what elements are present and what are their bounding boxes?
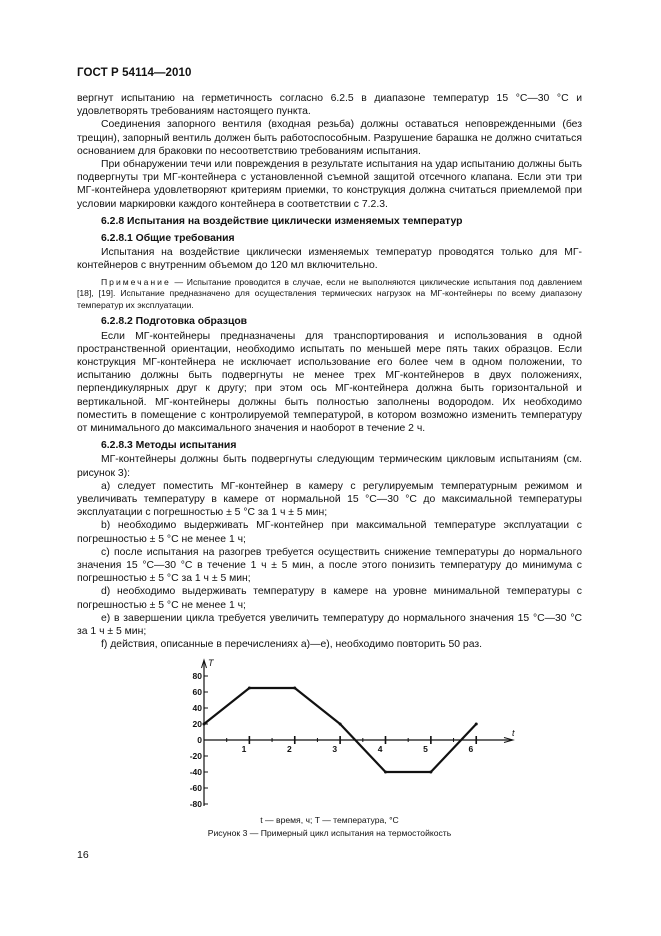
data-point (248, 687, 251, 690)
temperature-cycle-chart (190, 648, 520, 820)
paragraph: Испытания на воздействие циклически изменяемых температур проводятся только для МГ-контейнеров с внутренним объемом до 120 мл включительно. (77, 247, 582, 272)
paragraph: При обнаружении течи или повреждения в результате испытания на удар испытанию должны быть подвергнуты три МГ-контейнера с установленной съемной защитой отсечного клапана. Если эти три МГ-контейнера удовлетворяют критериям приемки, то конструкция должна считаться приемлемой при условии маркировки каждого контейнера в соответствии с 7.2.3. (77, 159, 582, 210)
paragraph: вергнут испытанию на герметичность согласно 6.2.5 в диапазоне температур 15 °С—30 °С и удовлетворять требованиям настоящего пункта. (77, 93, 582, 118)
document-body (77, 92, 582, 652)
y-tick-label: 60 (192, 687, 202, 697)
subsection-heading: 6.2.8.3 Методы испытания (101, 440, 237, 452)
note-text: — Испытание проводится в случае, если не выполняются циклические испытания под давлением [18], [19]. Испытание предназначено для осуществления термических нагрузок на МГ-контейнеры по всему диапазону температур их эксплуатации. (77, 276, 582, 310)
y-tick-label: -80 (190, 799, 202, 809)
page-number: 16 (77, 849, 89, 861)
note (77, 277, 582, 312)
data-point (475, 723, 478, 726)
x-tick-label: 3 (332, 744, 338, 754)
temperature-series-line (204, 688, 476, 772)
y-tick-label: -40 (190, 767, 202, 777)
list-item: d) необходимо выдерживать температуру в камере на уровне минимальной температуры с погрешностью ± 5 °С не менее 1 ч; (77, 586, 582, 611)
list-item: а) следует поместить МГ-контейнер в камеру с регулируемым температурным режимом и увеличивать температуру в камере от нормальной 15 °С—30 °С до максимальной температуры эксплуатации с погрешностью ± 5 °С за 1 ч ± 5 мин; (77, 480, 582, 519)
x-tick-label: 2 (287, 744, 292, 754)
figure-3 (190, 648, 520, 820)
x-tick-label: 6 (468, 744, 474, 754)
data-point (339, 723, 342, 726)
data-point (384, 771, 387, 774)
list-item: b) необходимо выдерживать МГ-контейнер при максимальной температуре эксплуатации с погрешностью ± 5 °С не менее 1 ч; (77, 520, 582, 545)
y-tick-label: 40 (192, 703, 202, 713)
paragraph: Соединения запорного вентиля (входная резьба) должны оставаться неповрежденными (без трещин), запорный вентиль должен быть работоспособным. Разрушение барашка не должно считаться основанием для браковки по несоответствию требованиям испытания. (77, 119, 582, 157)
paragraph: Если МГ-контейнеры предназначены для транспортирования и использования в одной пространственной ориентации, необходимо испытать по меньшей мере пять таких образцов. Если конструкция МГ-контейнера не исключает использование его более чем в одном положении, то испытанию должны быть подвергнуты не менее трех МГ-контейнеров в двух положениях, перпендикулярных друг к другу; при этом ось МГ-контейнера должна быть горизонтальной и вертикальной. МГ-контейнеры должны быть полностью заполнены водородом. Их необходимо поместить в помещение с контролируемой температурой, в котором возможно изменить температуру от минимального до максимального значения и наоборот в течение 2 ч. (77, 330, 582, 435)
y-axis-label: T (208, 658, 214, 668)
data-point (203, 723, 206, 726)
x-tick-label: 4 (377, 744, 383, 754)
section-heading: 6.2.8 Испытания на воздействие циклически изменяемых температур (101, 215, 463, 227)
x-tick-label: 5 (423, 744, 428, 754)
list-item: e) в завершении цикла требуется увеличить температуру до нормального значения 15 °С—30 °С за 1 ч ± 5 мин; (77, 612, 582, 638)
data-point (293, 687, 296, 690)
list-item: f) действия, описанные в перечислениях а)—е), необходимо повторить 50 раз. (101, 639, 483, 651)
list-item: c) после испытания на разогрев требуется осуществить снижение температуры до нормального значения 15 °С—30 °С в течение 1 ч ± 5 мин, а после этого понизить температуру до минимума с погрешностью ± 5 °С за 1 ч ± 5 мин; (77, 546, 582, 585)
data-point (429, 771, 432, 774)
subsection-heading: 6.2.8.2 Подготовка образцов (101, 316, 248, 328)
y-tick-label: 80 (192, 671, 202, 681)
figure-legend: t — время, ч; T — температура, °С (260, 815, 399, 825)
figure-caption: Рисунок 3 — Примерный цикл испытания на термостойкость (207, 828, 452, 838)
x-axis-label: t (512, 728, 515, 738)
y-tick-label: -20 (190, 751, 202, 761)
x-tick-label: 1 (241, 744, 247, 754)
document-header: ГОСТ Р 54114—2010 (77, 67, 192, 79)
subsection-heading: 6.2.8.1 Общие требования (101, 233, 235, 245)
paragraph: МГ-контейнеры должны быть подвергнуты следующим термическим цикловым испытаниям (см. рисунок 3): (77, 454, 582, 479)
y-tick-label: 0 (197, 735, 202, 745)
note-label: Примечание (101, 276, 171, 287)
y-tick-label: 20 (192, 719, 202, 729)
y-tick-label: -60 (190, 783, 202, 793)
